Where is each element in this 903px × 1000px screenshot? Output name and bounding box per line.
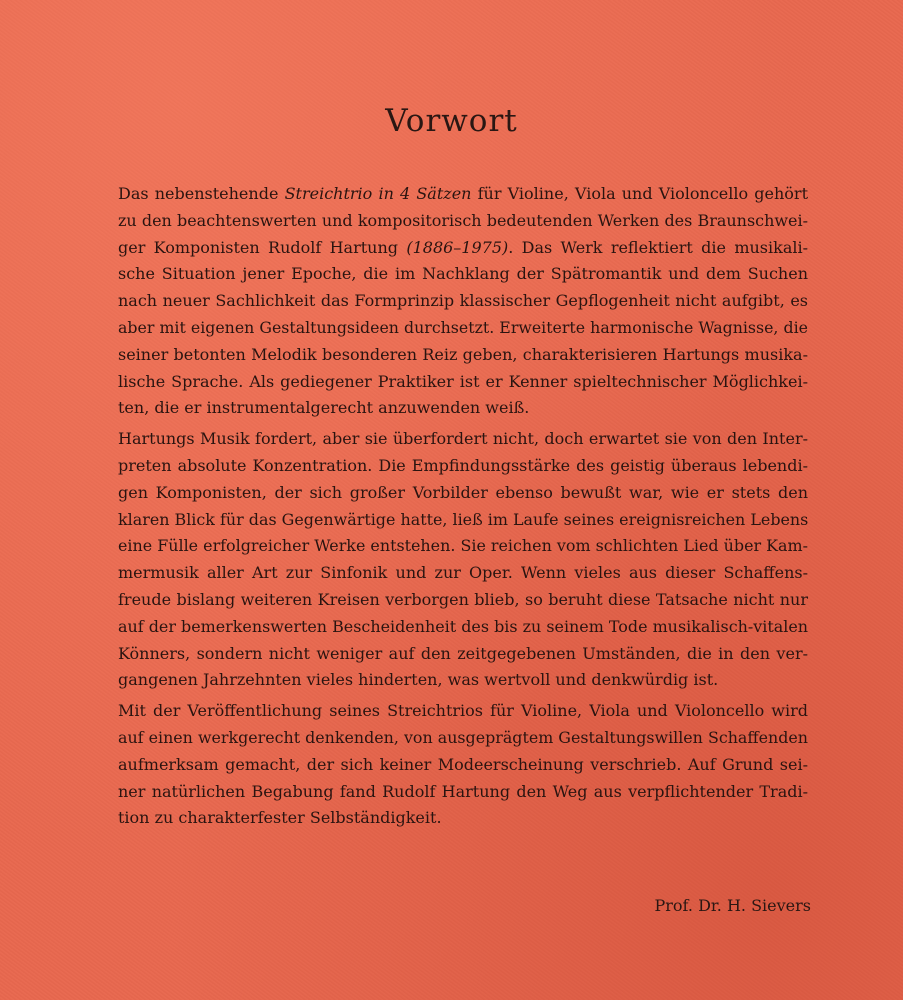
italic-phrase: (1886–1975) [406,237,509,257]
text-line: lische Sprache. Als gediegener Praktiker ist er Kenner spieltechnischer Möglichkei- [118,371,808,391]
text-line: auf der bemerkenswerten Bescheidenheit des bis zu seinem Tode musikalisch-vitalen [118,616,808,636]
text-line: eine Fülle erfolgreicher Werke entstehen. Sie reichen vom schlichten Lied über Kam- [118,536,808,556]
text-line: ner natürlichen Begabung fand Rudolf Hartung den Weg aus verpflichtender Tradi- [118,781,808,801]
signature: Prof. Dr. H. Sievers [654,896,811,915]
text-line: seiner betonten Melodik besonderen Reiz geben, charakterisieren Hartungs musika- [118,344,808,364]
text-line: Könners, sondern nicht weniger auf den zeitgegebenen Umständen, die in den ver- [118,643,808,663]
text-line: preten absolute Konzentration. Die Empfindungsstärke des geistig überaus lebendi- [118,455,808,475]
text-line: mermusik aller Art zur Sinfonik und zur Oper. Wenn vieles aus dieser Schaffens- [118,563,808,583]
text-line: ger Komponisten Rudolf Hartung (1886–1975). Das Werk reflektiert die musikali- [118,237,808,257]
text-line: tion zu charakterfester Selbständigkeit. [118,808,442,828]
text-line: gen Komponisten, der sich großer Vorbilder ebenso bewußt war, wie er stets den [118,482,808,502]
text-line: sche Situation jener Epoche, die im Nachklang der Spätromantik und dem Suchen [118,264,808,284]
text-line: zu den beachtenswerten und kompositorisch bedeutenden Werken des Braunschwei- [118,210,808,230]
text-line: klaren Blick für das Gegenwärtige hatte, ließ im Laufe seines ereignisreichen Lebens [118,509,809,529]
text-line: Hartungs Musik fordert, aber sie überfordert nicht, doch erwartet sie von den Inter- [118,429,808,449]
paragraph [118,181,808,422]
text-line: aber mit eigenen Gestaltungsideen durchsetzt. Erweiterte harmonische Wagnisse, die [118,317,808,337]
text-line: nach neuer Sachlichkeit das Formprinzip klassischer Gepflogenheit nicht aufgibt, es [118,291,808,311]
italic-phrase: Streichtrio in 4 Sätzen [284,184,472,203]
text-line: auf einen werkgerecht denkenden, von ausgeprägtem Gestaltungswillen Schaffenden [118,727,808,747]
text-line: gangenen Jahrzehnten vieles hinderten, was wertvoll und denkwürdig ist. [118,670,719,690]
preface-body [118,181,808,836]
paragraph [118,426,808,694]
text-line: ten, die er instrumentalgerecht anzuwenden weiß. [118,398,530,418]
text-line: freude bislang weiteren Kreisen verborgen blieb, so beruht diese Tatsache nicht nur [118,589,808,609]
paragraph [118,698,808,832]
text-line: Mit der Veröffentlichung seines Streichtrios für Violine, Viola und Violoncello wird [118,701,808,721]
text-line: Das nebenstehende Streichtrio in 4 Sätzen für Violine, Viola und Violoncello gehört [118,184,809,203]
page-title: Vorwort [385,103,518,139]
text-line: aufmerksam gemacht, der sich keiner Modeerscheinung verschrieb. Auf Grund sei- [118,754,808,774]
